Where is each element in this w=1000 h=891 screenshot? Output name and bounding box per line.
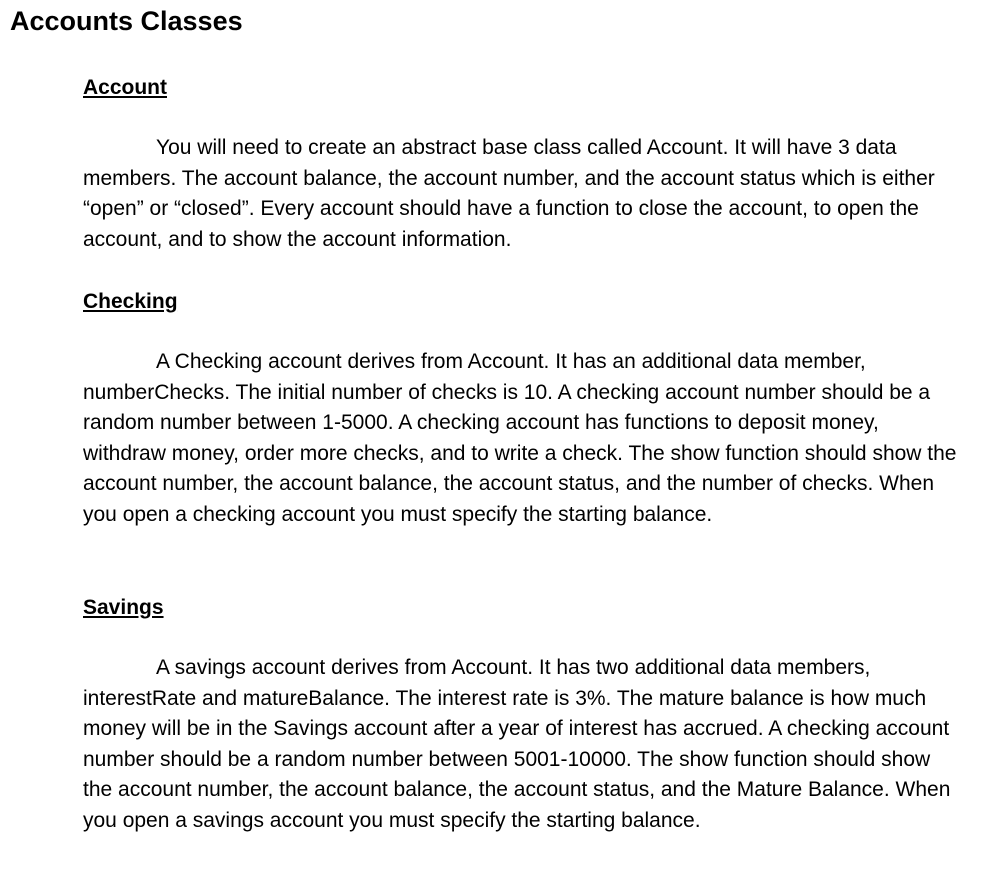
section-heading-checking: Checking bbox=[83, 290, 178, 313]
section-heading-account: Account bbox=[83, 76, 167, 99]
section-body-account: You will need to create an abstract base class called Account. It will have 3 data members. The account balance, the account number, and the account status which is either “open” or “closed”. Every account should have a function to close the account, to open the account, and to show the account information. bbox=[83, 136, 935, 251]
page-title: Accounts Classes bbox=[10, 6, 243, 36]
section-body-savings: A savings account derives from Account. It has two additional data members, interestRate and matureBalance. The interest rate is 3%. The mature balance is how much money will be in the Savings account after a year of interest has accrued. A checking account number should be a random number between 5001-10000. The show function should show the account number, the account balance, the account status, and the Mature Balance. When you open a savings account you must specify the starting balance. bbox=[83, 656, 951, 832]
section-body-checking: A Checking account derives from Account. It has an additional data member, numberChecks. The initial number of checks is 10. A checking account number should be a random number between 1-5000. A checking account has functions to deposit money, withdraw money, order more checks, and to write a check. The show function should show the account number, the account balance, the account status, and the number of checks. When you open a checking account you must specify the starting balance. bbox=[83, 350, 957, 526]
section-heading-savings: Savings bbox=[83, 596, 164, 619]
